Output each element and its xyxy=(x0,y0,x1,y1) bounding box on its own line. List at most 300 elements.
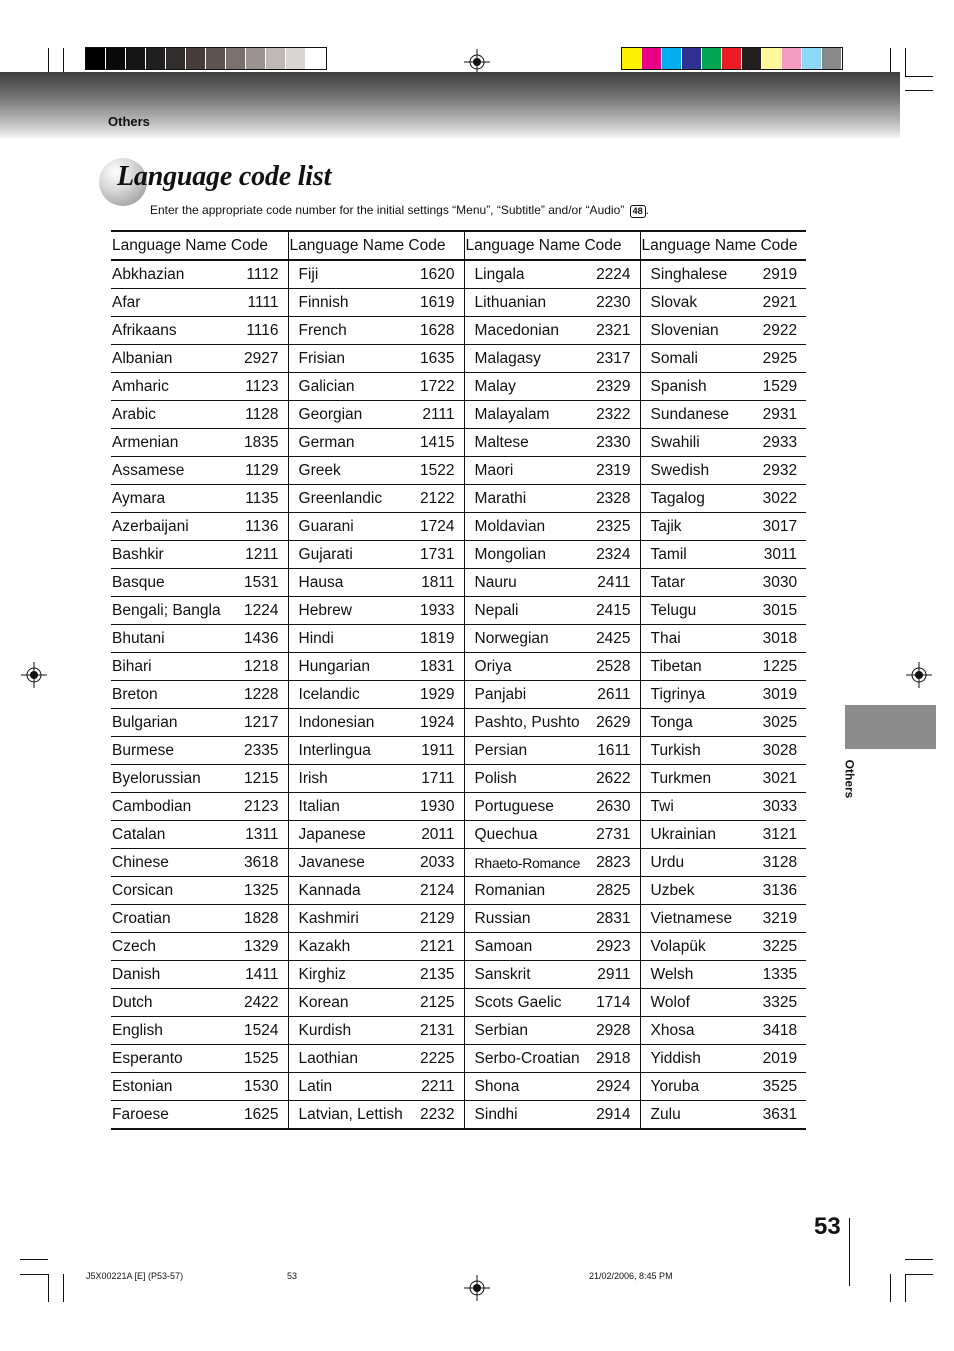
language-code-cell: 2111 xyxy=(406,401,464,429)
language-name-cell: Serbian xyxy=(464,1017,581,1045)
language-name-cell: Panjabi xyxy=(464,681,581,709)
crop-mark xyxy=(905,90,933,91)
language-code-cell: 1911 xyxy=(406,737,464,765)
language-name-cell: Maltese xyxy=(464,429,581,457)
footer-doc-id: J5X00221A [E] (P53-57) xyxy=(86,1271,184,1281)
table-row xyxy=(111,961,806,989)
language-code-cell: 2317 xyxy=(581,345,640,373)
language-name-cell: Vietnamese xyxy=(640,905,755,933)
language-code-cell: 1128 xyxy=(229,401,288,429)
language-name-cell: Shona xyxy=(464,1073,581,1101)
language-name-cell: Cambodian xyxy=(111,793,229,821)
language-code-cell: 2622 xyxy=(581,765,640,793)
language-name-cell: Kazakh xyxy=(288,933,406,961)
language-code-cell: 1835 xyxy=(229,429,288,457)
language-name-cell: Rhaeto-Romance xyxy=(464,849,581,877)
language-name-cell: Malayalam xyxy=(464,401,581,429)
language-name-cell: Swahili xyxy=(640,429,755,457)
language-code-cell: 2922 xyxy=(755,317,806,345)
language-name-cell: Slovenian xyxy=(640,317,755,345)
language-code-cell: 1217 xyxy=(229,709,288,737)
language-code-cell: 2927 xyxy=(229,345,288,373)
color-swatch xyxy=(106,48,126,69)
language-name-cell: Somali xyxy=(640,345,755,373)
language-code-cell: 2919 xyxy=(755,260,806,289)
language-name-cell: Fiji xyxy=(288,260,406,289)
language-name-cell: Hindi xyxy=(288,625,406,653)
language-code-cell: 2918 xyxy=(581,1045,640,1073)
language-name-cell: Twi xyxy=(640,793,755,821)
language-code-cell: 3618 xyxy=(229,849,288,877)
language-code-cell: 1224 xyxy=(229,597,288,625)
language-code-cell: 1530 xyxy=(229,1073,288,1101)
language-code-cell: 2928 xyxy=(581,1017,640,1045)
language-name-cell: Irish xyxy=(288,765,406,793)
language-code-cell: 3018 xyxy=(755,625,806,653)
color-swatch xyxy=(146,48,166,69)
language-name-cell: Macedonian xyxy=(464,317,581,345)
language-code-cell: 1228 xyxy=(229,681,288,709)
language-code-cell: 1215 xyxy=(229,765,288,793)
language-code-cell: 1329 xyxy=(229,933,288,961)
language-name-cell: Spanish xyxy=(640,373,755,401)
language-name-cell: Tajik xyxy=(640,513,755,541)
table-row xyxy=(111,289,806,317)
language-code-cell: 1731 xyxy=(406,541,464,569)
table-row xyxy=(111,877,806,905)
registration-mark-icon xyxy=(906,662,932,688)
language-name-cell: Faroese xyxy=(111,1101,229,1130)
language-code-cell: 1311 xyxy=(229,821,288,849)
language-code-cell: 2924 xyxy=(581,1073,640,1101)
language-name-cell: Malay xyxy=(464,373,581,401)
language-name-cell: Aymara xyxy=(111,485,229,513)
language-name-cell: Breton xyxy=(111,681,229,709)
color-swatch xyxy=(286,48,306,69)
language-code-cell: 2319 xyxy=(581,457,640,485)
language-code-cell: 1116 xyxy=(229,317,288,345)
language-name-cell: Tonga xyxy=(640,709,755,737)
language-code-cell: 1211 xyxy=(229,541,288,569)
language-code-cell: 3033 xyxy=(755,793,806,821)
language-name-cell: Greenlandic xyxy=(288,485,406,513)
language-code-cell: 3021 xyxy=(755,765,806,793)
language-code-cell: 2911 xyxy=(581,961,640,989)
color-swatch xyxy=(86,48,106,69)
footer-page: 53 xyxy=(287,1271,298,1281)
language-code-cell: 1628 xyxy=(406,317,464,345)
table-row xyxy=(111,1101,806,1130)
language-code-cell: 2425 xyxy=(581,625,640,653)
language-code-cell: 1930 xyxy=(406,793,464,821)
crop-mark xyxy=(20,1274,48,1275)
language-name-cell: Thai xyxy=(640,625,755,653)
language-name-cell: Guarani xyxy=(288,513,406,541)
color-swatch xyxy=(206,48,226,69)
language-code-cell: 1929 xyxy=(406,681,464,709)
table-row xyxy=(111,401,806,429)
language-name-cell: Basque xyxy=(111,569,229,597)
language-code-cell: 1828 xyxy=(229,905,288,933)
column-header: Language Name Code xyxy=(288,231,464,260)
language-code-cell: 2923 xyxy=(581,933,640,961)
language-name-cell: Burmese xyxy=(111,737,229,765)
language-code-cell: 3022 xyxy=(755,485,806,513)
color-swatch xyxy=(682,48,702,69)
crop-mark xyxy=(905,1274,906,1302)
intro-end: . xyxy=(645,203,649,217)
language-name-cell: Xhosa xyxy=(640,1017,755,1045)
language-name-cell: Afar xyxy=(111,289,229,317)
language-name-cell: Abkhazian xyxy=(111,260,229,289)
language-code-cell: 1218 xyxy=(229,653,288,681)
table-row xyxy=(111,681,806,709)
language-name-cell: Bengali; Bangla xyxy=(111,597,229,625)
language-name-cell: Quechua xyxy=(464,821,581,849)
language-code-cell: 2324 xyxy=(581,541,640,569)
language-name-cell: Nauru xyxy=(464,569,581,597)
table-row xyxy=(111,1017,806,1045)
language-code-cell: 2329 xyxy=(581,373,640,401)
language-name-cell: Catalan xyxy=(111,821,229,849)
language-code-cell: 3019 xyxy=(755,681,806,709)
language-name-cell: Tatar xyxy=(640,569,755,597)
language-code-cell: 1411 xyxy=(229,961,288,989)
language-name-cell: Javanese xyxy=(288,849,406,877)
language-code-cell: 2914 xyxy=(581,1101,640,1130)
language-code-cell: 1123 xyxy=(229,373,288,401)
language-code-cell: 1335 xyxy=(755,961,806,989)
language-code-cell: 2325 xyxy=(581,513,640,541)
language-code-cell: 2921 xyxy=(755,289,806,317)
crop-mark xyxy=(63,1274,64,1302)
language-code-cell: 1325 xyxy=(229,877,288,905)
language-name-cell: Serbo-Croatian xyxy=(464,1045,581,1073)
language-name-cell: Wolof xyxy=(640,989,755,1017)
language-code-cell: 2528 xyxy=(581,653,640,681)
language-name-cell: Marathi xyxy=(464,485,581,513)
language-name-cell: Swedish xyxy=(640,457,755,485)
language-name-cell: Bihari xyxy=(111,653,229,681)
language-name-cell: Danish xyxy=(111,961,229,989)
language-code-cell: 1531 xyxy=(229,569,288,597)
language-code-cell: 3225 xyxy=(755,933,806,961)
table-header-row xyxy=(111,231,806,260)
language-code-cell: 2124 xyxy=(406,877,464,905)
language-code-cell: 2225 xyxy=(406,1045,464,1073)
language-code-cell: 2125 xyxy=(406,989,464,1017)
language-name-cell: Malagasy xyxy=(464,345,581,373)
language-code-cell: 2823 xyxy=(581,849,640,877)
language-code-cell: 2019 xyxy=(755,1045,806,1073)
language-code-cell: 1129 xyxy=(229,457,288,485)
language-code-cell: 1529 xyxy=(755,373,806,401)
language-name-cell: Kurdish xyxy=(288,1017,406,1045)
language-name-cell: Hausa xyxy=(288,569,406,597)
language-code-cell: 2131 xyxy=(406,1017,464,1045)
process-color-bar xyxy=(621,47,843,70)
language-name-cell: Tamil xyxy=(640,541,755,569)
language-code-cell: 3011 xyxy=(755,541,806,569)
language-code-cell: 2129 xyxy=(406,905,464,933)
color-swatch xyxy=(782,48,802,69)
intro-text xyxy=(150,203,649,218)
language-code-cell: 1136 xyxy=(229,513,288,541)
language-code-cell: 2330 xyxy=(581,429,640,457)
color-swatch xyxy=(802,48,822,69)
crop-mark xyxy=(890,1274,891,1302)
language-name-cell: Mongolian xyxy=(464,541,581,569)
language-name-cell: Amharic xyxy=(111,373,229,401)
language-name-cell: Latin xyxy=(288,1073,406,1101)
language-name-cell: Telugu xyxy=(640,597,755,625)
table-row xyxy=(111,317,806,345)
language-name-cell: Sanskrit xyxy=(464,961,581,989)
language-name-cell: Czech xyxy=(111,933,229,961)
column-header: Language Name Code xyxy=(464,231,640,260)
color-swatch xyxy=(622,48,642,69)
language-code-cell: 2411 xyxy=(581,569,640,597)
side-tab xyxy=(845,705,936,749)
table-row xyxy=(111,905,806,933)
color-swatch xyxy=(126,48,146,69)
language-name-cell: Turkmen xyxy=(640,765,755,793)
language-code-cell: 1724 xyxy=(406,513,464,541)
language-code-cell: 1225 xyxy=(755,653,806,681)
language-code-cell: 1811 xyxy=(406,569,464,597)
language-code-cell: 1112 xyxy=(229,260,288,289)
language-code-cell: 2224 xyxy=(581,260,640,289)
language-name-cell: Romanian xyxy=(464,877,581,905)
column-header: Language Name Code xyxy=(111,231,288,260)
language-name-cell: Italian xyxy=(288,793,406,821)
color-swatch xyxy=(662,48,682,69)
language-code-cell: 2321 xyxy=(581,317,640,345)
language-code-cell: 3219 xyxy=(755,905,806,933)
color-swatch xyxy=(642,48,662,69)
language-name-cell: Lithuanian xyxy=(464,289,581,317)
color-swatch xyxy=(306,48,326,69)
color-swatch xyxy=(742,48,762,69)
language-code-cell: 3325 xyxy=(755,989,806,1017)
language-name-cell: Kashmiri xyxy=(288,905,406,933)
language-name-cell: Sundanese xyxy=(640,401,755,429)
language-name-cell: Urdu xyxy=(640,849,755,877)
language-code-cell: 2121 xyxy=(406,933,464,961)
language-code-cell: 1611 xyxy=(581,737,640,765)
language-name-cell: Sindhi xyxy=(464,1101,581,1130)
language-name-cell: Armenian xyxy=(111,429,229,457)
language-code-cell: 3525 xyxy=(755,1073,806,1101)
intro-sentence: Enter the appropriate code number for the initial settings “Menu”, “Subtitle” and/or “Audio” xyxy=(150,203,625,217)
language-name-cell: German xyxy=(288,429,406,457)
language-name-cell: Korean xyxy=(288,989,406,1017)
table-row xyxy=(111,541,806,569)
crop-mark xyxy=(905,1274,933,1275)
table-row xyxy=(111,933,806,961)
language-name-cell: Bhutani xyxy=(111,625,229,653)
language-name-cell: English xyxy=(111,1017,229,1045)
language-code-cell: 2415 xyxy=(581,597,640,625)
language-name-cell: Greek xyxy=(288,457,406,485)
language-name-cell: Zulu xyxy=(640,1101,755,1130)
language-code-cell: 2611 xyxy=(581,681,640,709)
language-code-cell: 3030 xyxy=(755,569,806,597)
table-row xyxy=(111,765,806,793)
language-name-cell: Laothian xyxy=(288,1045,406,1073)
language-code-cell: 2232 xyxy=(406,1101,464,1130)
language-name-cell: Bashkir xyxy=(111,541,229,569)
language-name-cell: Georgian xyxy=(288,401,406,429)
color-swatch xyxy=(246,48,266,69)
language-name-cell: Croatian xyxy=(111,905,229,933)
language-name-cell: Galician xyxy=(288,373,406,401)
language-name-cell: Gujarati xyxy=(288,541,406,569)
table-row xyxy=(111,569,806,597)
grayscale-color-bar xyxy=(85,47,327,70)
language-code-cell: 3136 xyxy=(755,877,806,905)
language-code-cell: 1625 xyxy=(229,1101,288,1130)
crop-mark xyxy=(905,1259,933,1260)
language-name-cell: Slovak xyxy=(640,289,755,317)
language-name-cell: Yiddish xyxy=(640,1045,755,1073)
language-code-cell: 2135 xyxy=(406,961,464,989)
language-code-cell: 3631 xyxy=(755,1101,806,1130)
page-number: 53 xyxy=(814,1213,841,1240)
language-code-cell: 1933 xyxy=(406,597,464,625)
page-number-rule xyxy=(849,1218,850,1286)
language-name-cell: Corsican xyxy=(111,877,229,905)
language-name-cell: Lingala xyxy=(464,260,581,289)
language-code-cell: 3015 xyxy=(755,597,806,625)
language-name-cell: Maori xyxy=(464,457,581,485)
language-code-cell: 1111 xyxy=(229,289,288,317)
table-row xyxy=(111,821,806,849)
page-title: Language code list xyxy=(117,161,332,192)
language-code-cell: 3128 xyxy=(755,849,806,877)
language-name-cell: Byelorussian xyxy=(111,765,229,793)
language-name-cell: Japanese xyxy=(288,821,406,849)
language-name-cell: Ukrainian xyxy=(640,821,755,849)
language-name-cell: Nepali xyxy=(464,597,581,625)
language-code-cell: 2931 xyxy=(755,401,806,429)
language-name-cell: Tagalog xyxy=(640,485,755,513)
language-name-cell: Hungarian xyxy=(288,653,406,681)
crop-mark xyxy=(48,1274,49,1302)
language-code-cell: 3418 xyxy=(755,1017,806,1045)
table-row xyxy=(111,345,806,373)
language-code-cell: 2629 xyxy=(581,709,640,737)
language-code-cell: 2033 xyxy=(406,849,464,877)
language-code-cell: 2422 xyxy=(229,989,288,1017)
language-name-cell: Frisian xyxy=(288,345,406,373)
color-swatch xyxy=(702,48,722,69)
language-name-cell: Hebrew xyxy=(288,597,406,625)
table-row xyxy=(111,989,806,1017)
language-name-cell: Finnish xyxy=(288,289,406,317)
table-row xyxy=(111,737,806,765)
table-row xyxy=(111,625,806,653)
table-row xyxy=(111,260,806,289)
language-code-cell: 2122 xyxy=(406,485,464,513)
language-name-cell: Russian xyxy=(464,905,581,933)
language-name-cell: Singhalese xyxy=(640,260,755,289)
language-code-cell: 1436 xyxy=(229,625,288,653)
registration-mark-icon xyxy=(21,662,47,688)
table-row xyxy=(111,485,806,513)
column-header: Language Name Code xyxy=(640,231,806,260)
language-code-cell: 2731 xyxy=(581,821,640,849)
color-swatch xyxy=(266,48,286,69)
language-name-cell: Chinese xyxy=(111,849,229,877)
language-code-cell: 2230 xyxy=(581,289,640,317)
language-code-table xyxy=(111,230,806,1130)
language-code-cell: 3025 xyxy=(755,709,806,737)
language-code-cell: 2831 xyxy=(581,905,640,933)
language-code-cell: 2322 xyxy=(581,401,640,429)
language-code-cell: 1635 xyxy=(406,345,464,373)
language-name-cell: Portuguese xyxy=(464,793,581,821)
crop-mark xyxy=(905,48,906,76)
section-label: Others xyxy=(108,114,150,129)
side-tab-label: Others xyxy=(842,759,857,799)
crop-mark xyxy=(20,1259,48,1260)
table-row xyxy=(111,653,806,681)
language-name-cell: Dutch xyxy=(111,989,229,1017)
language-name-cell: Volapük xyxy=(640,933,755,961)
language-name-cell: Uzbek xyxy=(640,877,755,905)
language-name-cell: Interlingua xyxy=(288,737,406,765)
footer-timestamp: 21/02/2006, 8:45 PM xyxy=(589,1271,673,1281)
language-code-cell: 2328 xyxy=(581,485,640,513)
language-name-cell: French xyxy=(288,317,406,345)
registration-mark-icon xyxy=(464,1275,490,1301)
language-code-cell: 3028 xyxy=(755,737,806,765)
language-code-cell: 2825 xyxy=(581,877,640,905)
table-row xyxy=(111,793,806,821)
language-name-cell: Tigrinya xyxy=(640,681,755,709)
language-name-cell: Oriya xyxy=(464,653,581,681)
language-code-cell: 1525 xyxy=(229,1045,288,1073)
language-code-cell: 1924 xyxy=(406,709,464,737)
table-row xyxy=(111,1045,806,1073)
language-name-cell: Norwegian xyxy=(464,625,581,653)
language-code-cell: 1722 xyxy=(406,373,464,401)
table-row xyxy=(111,1073,806,1101)
table-row xyxy=(111,597,806,625)
language-name-cell: Kirghiz xyxy=(288,961,406,989)
color-swatch xyxy=(226,48,246,69)
language-code-cell: 1714 xyxy=(581,989,640,1017)
color-swatch xyxy=(762,48,782,69)
language-name-cell: Estonian xyxy=(111,1073,229,1101)
language-code-cell: 2630 xyxy=(581,793,640,821)
language-code-cell: 1524 xyxy=(229,1017,288,1045)
language-name-cell: Icelandic xyxy=(288,681,406,709)
table-row xyxy=(111,373,806,401)
table-row xyxy=(111,513,806,541)
language-code-cell: 1522 xyxy=(406,457,464,485)
color-swatch xyxy=(722,48,742,69)
language-name-cell: Turkish xyxy=(640,737,755,765)
table-row xyxy=(111,429,806,457)
language-name-cell: Kannada xyxy=(288,877,406,905)
language-name-cell: Esperanto xyxy=(111,1045,229,1073)
color-swatch xyxy=(822,48,842,69)
language-name-cell: Samoan xyxy=(464,933,581,961)
language-name-cell: Indonesian xyxy=(288,709,406,737)
language-name-cell: Arabic xyxy=(111,401,229,429)
